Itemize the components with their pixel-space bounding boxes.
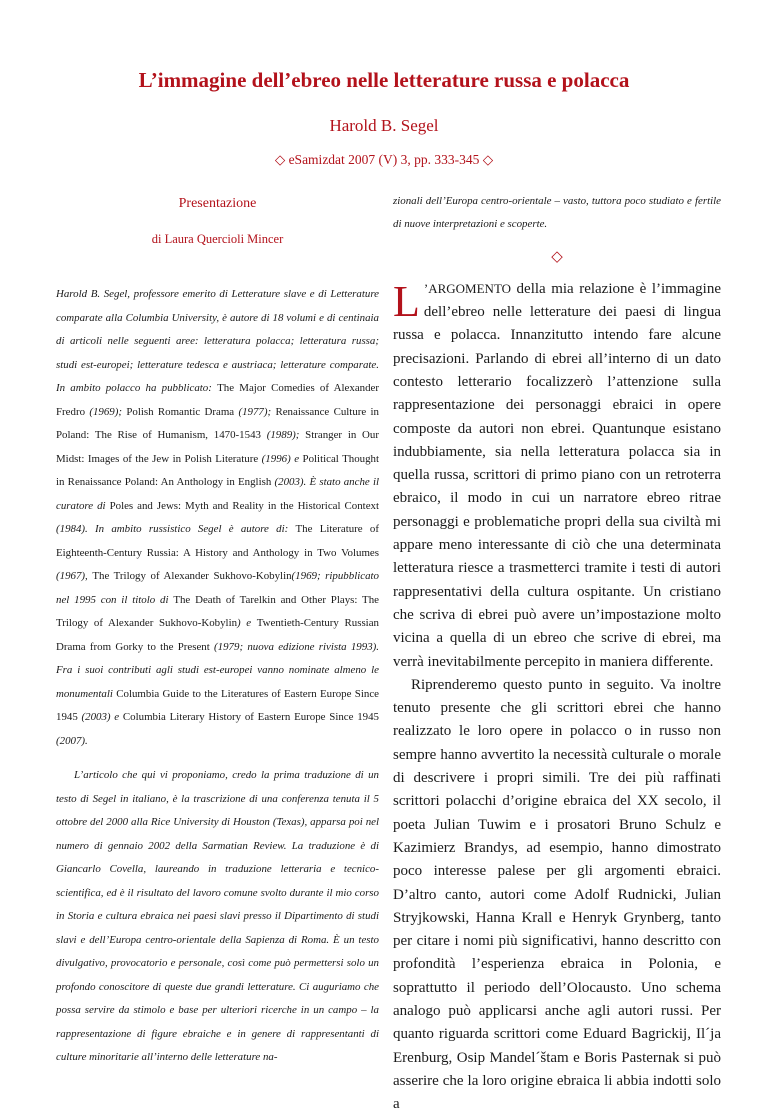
bio-text: (1967), <box>56 570 93 582</box>
bio-text: (2003). È stato anche il curatore di <box>56 476 379 512</box>
author-bio <box>56 283 379 753</box>
page-title: L’immagine dell’ebreo nelle letterature russa e polacca <box>138 68 630 92</box>
book-title: Poles and Jews: Myth and Reality in the Historical Context <box>109 499 379 512</box>
book-title: Twentieth-Century Russian Drama from Gorky to the Present <box>56 617 379 653</box>
book-title: Polish Romantic Drama <box>126 405 235 418</box>
right-column <box>393 190 721 1117</box>
article-paragraph-1 <box>393 277 721 674</box>
article-paragraph-2: Riprenderemo questo punto in seguito. Va inoltre tenuto presente che gli scrittori ebrei che hanno realizzato le loro opere in polacco o in russo non sempre hanno avvertito la necessità culturale o morale di descrivere i propri simili. Tre dei più raffinati scrittori polacchi d’origine ebraica del XX secolo, il poeta Julian Tuwim e i prosatori Bruno Schulz e Kazimierz Brandys, ad esempio, hanno dimostrato poco interesse palese per gli argomenti ebraici. D’altro canto, autori come Adolf Rudnicki, Julian Stryjkowski, Hanna Krall e Henryk Grynberg, tanto per citare i nomi più significativi, hanno descritto con profondità l’esperienza ebraica in Polonia, e soprattutto il periodo dell’Olocausto. Uno schema analogo può applicarsi anche agli autori russi. Per quanto riguarda scrittori come Eduard Bagrickij, Il´ja Erenburg, Osip Mandel´štam e Boris Pasternak si può asserire che la loro origine ebraica li abbia indotti solo a <box>393 676 721 1113</box>
bio-text: (1969); <box>85 405 127 418</box>
book-title: The Death of Tarelkin and Other Plays: The Trilogy of Alexander Sukhovo-Kobylin <box>56 593 379 629</box>
bio-text: Harold B. Segel, professore emerito di Letterature slave e di Letterature comparate alla Columbia University, è autore di 18 volumi e di centinaia di articoli nelle seguenti aree: letteratura polacca; letteratura russa; studi est-europei; letterature tedesca e austriaca; letterature comparate. In ambito polacco ha pubblicato: <box>56 288 379 394</box>
bio-text: (1969; ripubblicato nel 1995 con il titolo di <box>56 570 380 606</box>
article-first-word: ’ARGOMENTO <box>423 280 512 296</box>
book-title: Columbia Guide to the Literatures of Eastern Europe Since 1945 <box>56 687 380 723</box>
book-title: Political Thought in Renaissance Poland: An Anthology in English <box>56 452 380 488</box>
bio-text: (1996) e <box>258 452 303 465</box>
bio-text: (1979; nuova edizione rivista 1993). Fra i suoi contributi agli studi est-europei vanno nominate almeno le monumentali <box>56 640 379 700</box>
presentation-byline: di Laura Quercioli Mincer <box>151 232 284 246</box>
bio-text: (1984). In ambito russistico Segel è autore di: <box>56 523 296 535</box>
book-title: Renaissance Culture in Poland: The Rise of Humanism, 1470-1543 <box>56 405 380 441</box>
presentation-heading: Presentazione <box>178 196 257 211</box>
article-paragraph-1-text: della mia relazione è l’immagine dell’ebreo nelle letterature dei paesi di lingua russa e polacca. Innanzitutto intendo fare alcune precisazioni. Parlando di ebrei all’interno di un dato contesto letterario focalizzerò l’attenzione sulla rappresentazione dei personaggi ebraici in opere composte da autori non ebrei. Quantunque esistano indubbiamente, sia nella letteratura polacca sia in quella russa, scrittori di primo piano con un retroterra ebraico, il modo in cui un narratore ebreo ritrae personaggi e problematiche propri della sua civiltà mi appare meno interessante di ciò che una determinata letteratura riesce a trasmetterci tramite i testi di autori rappresentativi della cultura ospitante. Un cristiano che scriva di ebrei può avere un’impostazione molto vicina a quella di un ebreo che scrive di ebrei, ma verrà inevitabilmente percepito in maniera differente. <box>393 280 721 670</box>
bio-text: ) e <box>237 617 257 629</box>
book-title: Stranger in Our Midst: Images of the Jew in Polish Literature <box>56 429 379 465</box>
book-title: The Literature of Eighteenth-Century Russia: A History and Anthology in Two Volumes <box>56 523 379 559</box>
book-title: The Trilogy of Alexander Sukhovo-Kobylin <box>92 570 292 582</box>
section-separator: ◇ <box>551 248 563 265</box>
book-title: The Major Comedies of Alexander Fredro <box>56 382 379 418</box>
left-column <box>56 190 379 1070</box>
presentation-continuation: zionali dell’Europa centro-orientale – vasto, tuttora poco studiato e fertile di nuove interpretazioni e scoperte. <box>393 195 721 231</box>
author-name: Harold B. Segel <box>329 116 439 135</box>
source-citation: ◇ eSamizdat 2007 (V) 3, pp. 333-345 ◇ <box>274 152 494 167</box>
bio-text: (2007). <box>56 734 88 747</box>
book-title: Columbia Literary History of Eastern Europe Since 1945 <box>122 711 379 723</box>
drop-cap: L <box>393 276 420 326</box>
bio-text: (2003) e <box>77 711 123 723</box>
bio-text: (1977); <box>234 405 276 418</box>
bio-text: (1989); <box>260 429 306 441</box>
presentation-intro: L’articolo che qui vi proponiamo, credo la prima traduzione di un testo di Segel in italiano, è la trascrizione di una conferenza tenuta il 5 ottobre del 2000 alla Rice University di Houston (Texas), apparsa poi nel numero di gennaio 2002 della Sarmatian Review. La traduzione è di Giancarlo Covella, laureando in traduzione letteraria e tecnico-scientifica, ed è il risultato del lavoro comune svolto durante il mio corso in Storia e cultura ebraica nei paesi slavi presso il Dipartimento di studi slavi e dell’Europa centro-orientale della Sapienza di Roma. È un testo divulgativo, provocatorio e personale, così come può permettersi solo un profondo conoscitore di queste due grandi letterature. Ci auguriamo che possa servire da stimolo e base per ulteriori ricerche in un campo – la rappresentazione di figure ebraiche e in genere di rappresentanti di culture minoritarie all’interno delle letterature na- <box>56 769 379 1063</box>
